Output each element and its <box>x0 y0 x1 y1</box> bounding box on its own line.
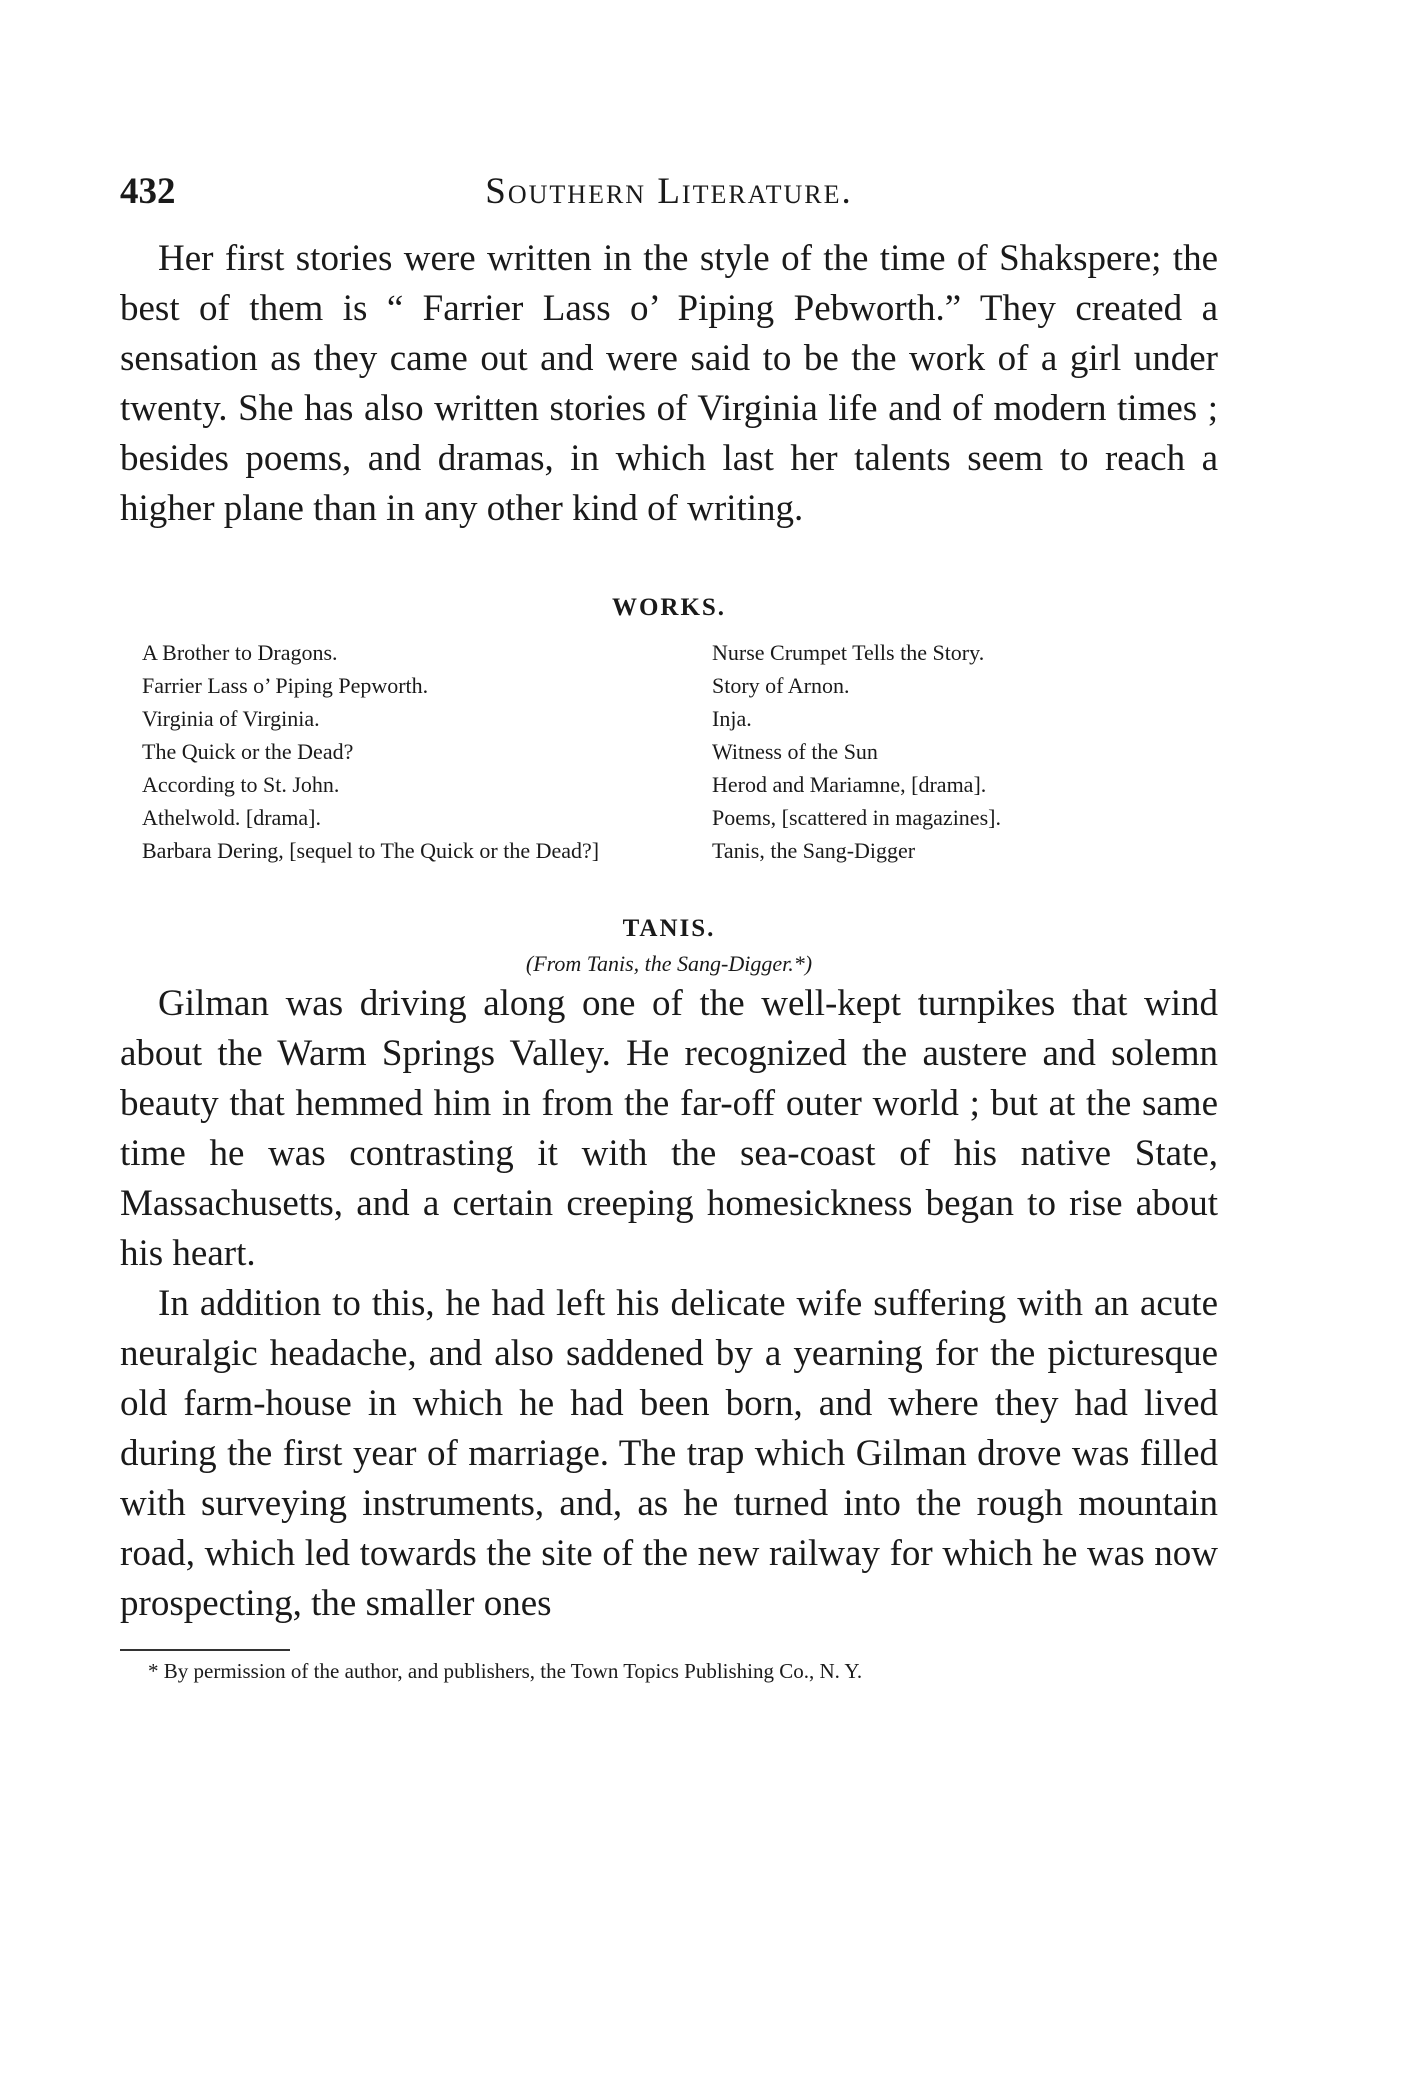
work-item: Nurse Crumpet Tells the Story. <box>712 640 985 665</box>
excerpt-paragraph: In addition to this, he had left his delicate wife suffering with an acute neuralgic headache, and also saddened by a yearning for the picturesque old farm-house in which he had been born, and where they had lived during the first year of marriage. The trap which Gilman drove was filled with surveying instruments, and, as he turned into the rough mountain road, which led towards the site of the new railway for which he was now prospecting, the smaller ones <box>120 1283 1218 1624</box>
work-item: Barbara Dering, [sequel to The Quick or the Dead?] <box>142 838 600 863</box>
work-item: Inja. <box>712 706 752 731</box>
work-item: Poems, [scattered in magazines]. <box>712 805 1001 830</box>
work-item: Witness of the Sun <box>712 739 878 764</box>
excerpt-source: (From Tanis, the Sang-Digger.*) <box>525 951 813 976</box>
work-item: Athelwold. [drama]. <box>142 805 321 830</box>
footnote-rule <box>120 1649 290 1651</box>
excerpt-heading: TANIS. <box>622 915 716 942</box>
book-page <box>120 170 1218 1685</box>
works-column-right <box>690 636 1218 867</box>
work-item: The Quick or the Dead? <box>142 739 354 764</box>
works-column-left <box>120 636 660 867</box>
footnote-text: * By permission of the author, and publishers, the Town Topics Publishing Co., N. Y. <box>148 1659 863 1683</box>
work-item: A Brother to Dragons. <box>142 640 338 665</box>
running-title: Southern Literature. <box>485 171 853 212</box>
excerpt-paragraph: Gilman was driving along one of the well-kept turnpikes that wind about the Warm Springs Valley. He recognized the austere and solemn beauty that hemmed him in from the far-off outer world ; but at the same time he was contrasting it with the sea-coast of his native State, Massachusetts, and a certain creeping homesickness began to rise about his heart. <box>120 983 1218 1274</box>
works-heading: WORKS. <box>611 594 727 621</box>
work-item: Farrier Lass o’ Piping Pepworth. <box>142 673 429 698</box>
work-item: Herod and Mariamne, [drama]. <box>712 772 987 797</box>
page-number: 432 <box>120 171 176 212</box>
work-item: According to St. John. <box>142 772 340 797</box>
work-item: Story of Arnon. <box>712 673 850 698</box>
running-head <box>120 170 1218 220</box>
footnote <box>120 1649 1218 1685</box>
works-list <box>120 636 1218 867</box>
intro-paragraph: Her first stories were written in the style of the time of Shakspere; the best of them is “ Farrier Lass o’ Piping Pebworth.” They created a sensation as they came out and were said to be the work of a girl under twenty. She has also written stories of Virginia life and of modern times ; besides poems, and dramas, in which last her talents seem to reach a higher plane than in any other kind of writing. <box>120 238 1218 529</box>
work-item: Tanis, the Sang-Digger <box>712 838 916 863</box>
work-item: Virginia of Virginia. <box>142 706 320 731</box>
